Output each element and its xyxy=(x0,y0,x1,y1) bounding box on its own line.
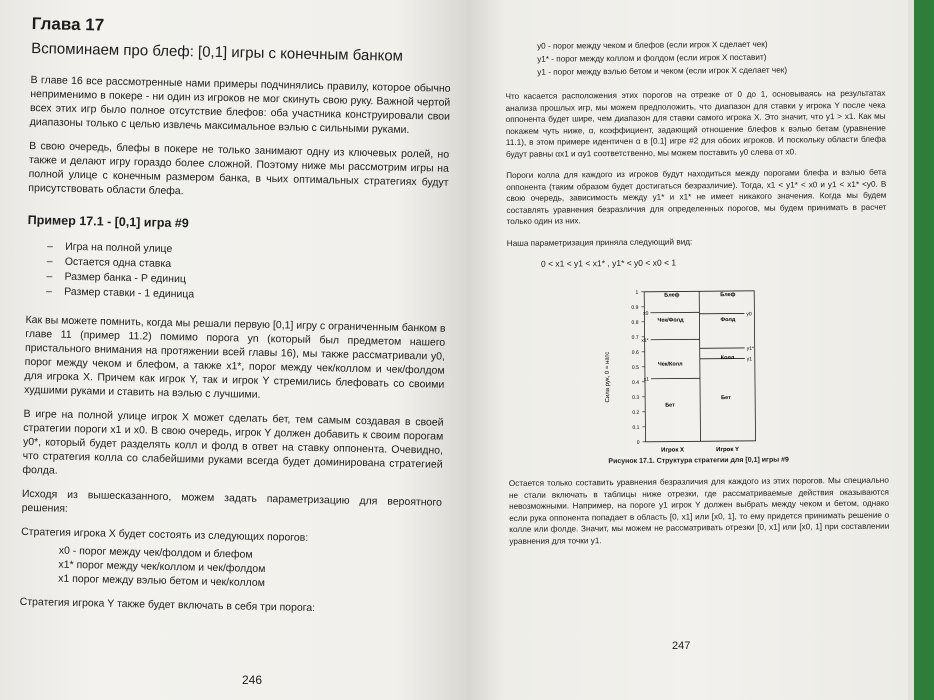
threshold-label: y1* xyxy=(746,345,754,352)
y-tick-label: 0.5 xyxy=(631,364,639,371)
paragraph: Пороги колла для каждого из игроков будут находиться между порогами блефа и вэлью бета оппонента (таким образом будет достигаться безразличие). Тогда, x1 < y1* < x0 и y1 < x1* <y0. В свою очередь, зависимость между y1* и x1* не имеет никакого значения. Когда мы будем составлять уравнения безразличия для определенных порогов, мы будем принимать в расчет только один из них. xyxy=(506,167,887,226)
strategy-figure xyxy=(602,281,784,463)
list-item: – Остается одна ставка xyxy=(65,255,447,278)
y-threshold-list xyxy=(505,37,885,79)
region-label: Чек/Фолд xyxy=(657,317,684,324)
chapter-title: Вспоминаем про блеф: [0,1] игры с конечным банком xyxy=(31,39,404,65)
y-tick-label: 0.4 xyxy=(632,379,640,386)
strategy-diagram xyxy=(602,281,784,463)
y-tick-label: 0.3 xyxy=(632,394,640,401)
y-tick-label: 0.9 xyxy=(631,304,639,311)
y-tick-label: 0.2 xyxy=(632,409,640,416)
figure-caption: Рисунок 17.1. Структура стратегии для [0,1] игры #9 xyxy=(608,456,789,466)
region-label: Блеф xyxy=(720,291,736,299)
paragraph: В свою очередь, блефы в покере не только занимают одну из ключевых ролей, но также и делают игру гораздо более сложной. Поэтому ниже мы рассмотрим игры на полной улице с конечным размером банка, в чьих оптимальных стратегиях будут присутствовать области блефа. xyxy=(28,139,450,198)
left-page-text xyxy=(19,14,452,628)
paragraph: В игре на полной улице игрок X может сделать бет, тем самым создавая в своей стратегии пороги x1 и x0. В свою очередь, игрок Y должен добавить к своим порогам y0*, который будет разделять колл и фолд в ответ на ставку оппонента. Очевидно, что стратегия колла со слабейшими руками всегда будет доминирована стратегией фолда. xyxy=(22,407,444,477)
x-threshold-list xyxy=(20,543,441,594)
chapter-heading: Глава 17 xyxy=(31,14,105,35)
y-axis-label: Сила рук, 0 = натс xyxy=(604,351,612,403)
y-tick-label: 0.6 xyxy=(631,349,639,356)
y-tick-label: 1 xyxy=(635,289,639,296)
paragraph: Как вы можете помнить, когда мы решали первую [0,1] игру с ограниченным банком в главе 11 (пример 11.2) помимо порога yn (который был предметом нашего пристального внимания на протяжении всей главы 16), мы также рассматривали y0, порог между чеком и блефом, а также x1*, порог между чек/коллом и чек/фолдом для игрока X. Причем как игрок Y, так и игрок Y стремились блефовать со своими худшими руками и ставить на вэлью с лучшими. xyxy=(23,313,446,401)
region-label: Бет xyxy=(665,402,675,409)
y-tick-label: 0.8 xyxy=(631,319,639,326)
conditions-list xyxy=(26,239,447,308)
inequality: 0 < x1 < y1 < x1* , y1* < y0 < x0 < 1 xyxy=(540,257,677,269)
list-item: x0 - порог между чек/фолдом и блефом xyxy=(58,544,253,561)
paragraph: Исходя из вышесказанного, можем задать параметризацию для вероятного решения: xyxy=(21,487,442,515)
list-item: – Игра на полной улице xyxy=(65,240,447,263)
threshold-label: y1 xyxy=(746,356,753,363)
page-number: 247 xyxy=(672,640,691,652)
list-item: y0 - порог между чеком и блефов (если игрок X сделает чек) xyxy=(537,39,768,51)
paragraph: Стратегия игрока Y также будет включать в себя три порога: xyxy=(19,595,316,615)
region-label: Бет xyxy=(721,395,731,402)
threshold-label: x1* xyxy=(641,337,649,344)
book-cover-edge xyxy=(914,0,934,700)
region-label: Колл xyxy=(720,355,735,362)
region-label: Блеф xyxy=(664,292,680,299)
x-label-player-y: Игрок Y xyxy=(716,446,740,454)
region-label: Чек/Колл xyxy=(657,361,683,368)
y-tick-label: 0.7 xyxy=(631,334,639,341)
list-item: y1* - порог между коллом и фолдом (если игрок X поставит) xyxy=(537,52,767,64)
example-heading: Пример 17.1 - [0,1] игра #9 xyxy=(27,212,189,231)
x-label-player-x: Игрок X xyxy=(661,447,685,454)
threshold-label: x1 xyxy=(643,376,649,383)
paragraph: Наша параметризация приняла следующий вид: xyxy=(506,236,693,248)
page-number: 246 xyxy=(242,673,263,687)
list-item: – Размер ставки - 1 единица xyxy=(64,285,446,308)
y-tick-label: 0.1 xyxy=(632,424,640,431)
list-item: x1 порог между вэлью бетом и чек/коллом xyxy=(58,572,265,589)
list-item: – Размер банка - P единиц xyxy=(64,270,446,293)
threshold-label: x0 xyxy=(643,310,649,317)
paragraph: Что касается расположения этих порогов на отрезке от 0 до 1, основываясь на результатах анализа прошлых игр, мы можем предположить, что диапазон для ставки у игрока Y после чека оппонента будет шире, чем диапазон для ставки самого игрока X. Это значит, что y1 > x1. Как мы покажем чуть ниже, α, коэффициент, задающий отношение блефов к вэлью бетам (уравнение 11.1), в этом примере идентичен α в [0.1] игре #2 для обоих игроков. И поскольку области блефа будут равны αx1 и αy1 соответственно, мы можем поставить y0 слева от x0. xyxy=(505,88,886,159)
paragraph: В главе 16 все рассмотренные нами примеры подчинялись правилу, которое обычно неприменимо в покере - ни один из игроков не мог скинуть свою руку. Важной чертой всех этих игр было полное отсутствие блефов: оба участника конструировали свои диапазоны только с целью извлечь максимальное вэлью с сильными руками. xyxy=(29,73,451,136)
threshold-label: y0 xyxy=(746,311,752,318)
list-item: y1 - порог между вэлью бетом и чеком (если игрок X сделает чек) xyxy=(537,65,788,77)
paragraph: Остается только составить уравнения безразличия для каждого из этих порогов. Мы специально не стали включать в таблицы ниже отрезки, где рассматриваемые действия оказываются невозможными. Например, на пороге y1 игрок Y должен выбрать между чеком и бетом, однако если рука оппонента попадает в область [0, x1] или [x0, 1], то ему придется принимать решение о колле или фолде. Значит, мы можем не рассматривать отрезки [0, x1] или [x0, 1] при составлении уравнения для точки y1. xyxy=(508,475,890,546)
paragraph: Стратегия игрока X будет состоять из следующих порогов: xyxy=(21,525,309,544)
region-label: Фолд xyxy=(720,317,736,324)
list-item: x1* порог между чек/коллом и чек/фолдом xyxy=(58,558,266,576)
y-tick-label: 0 xyxy=(636,439,640,446)
right-page-text xyxy=(505,37,889,557)
